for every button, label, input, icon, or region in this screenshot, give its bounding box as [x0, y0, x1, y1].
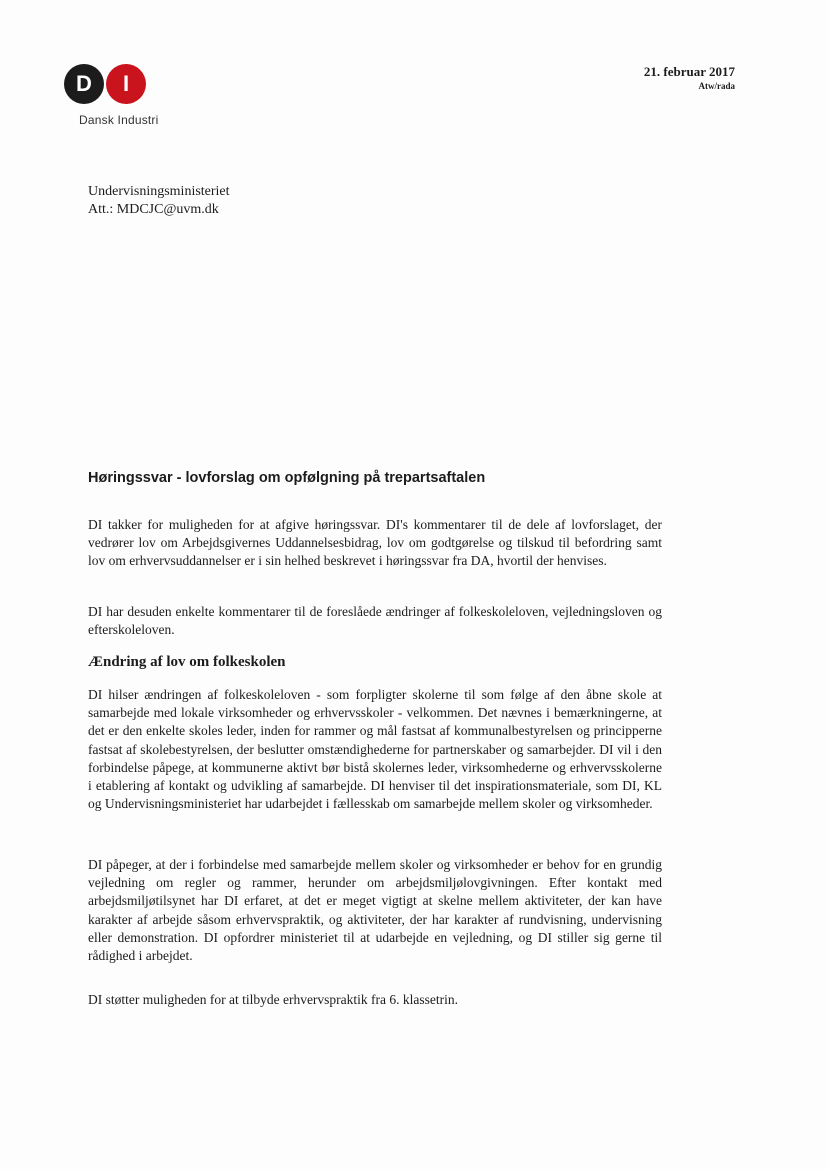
paragraph: DI takker for muligheden for at afgive høringssvar. DI's kommentarer til de dele af lovforslaget, der vedrører lov om Arbejdsgivernes Uddannelsesbidrag, lov om godtgørelse og tilskud til befordring samt lov om erhvervsuddannelser er i sin helhed beskrevet i høringssvar fra DA, hvortil der henvises. [88, 517, 662, 569]
section-title: Ændring af lov om folkeskolen [88, 654, 286, 670]
section-paragraph: DI påpeger, at der i forbindelse med samarbejde mellem skoler og virksomheder er behov for en grundig vejledning om regler og rammer, herunder om arbejdsmiljølovgivningen. Efter kontakt med arbejdsmiljøtilsynet har DI erfaret, at det er meget vigtigt at skelne mellem aktiviteter, der kan have karakter af arbejde såsom erhvervspraktik, og aktiviteter, der har karakter af rundvisning, undervisning eller demonstration. DI opfordrer ministeriet til at udarbejde en vejledning, og DI stiller sig gerne til rådighed i arbejdet. [88, 857, 662, 964]
logo-mark [64, 64, 148, 108]
logo-letter-d: D [64, 64, 104, 104]
recipient-address [88, 183, 230, 219]
section-paragraph: DI hilser ændringen af folkeskoleloven - som forpligter skolerne til som følge af den åbne skole at samarbejde med lokale virksomheder og erhvervsskoler - velkommen. Det nævnes i bemærkningerne, at det er den enkelte skoles leder, inden for rammer og mål fastsat af kommunalbestyrelsen og principperne fastsat af skolebestyrelsen, der beslutter omstændighederne for partnerskaber og samarbejder. DI vil i den forbindelse påpege, at kommunerne aktivt bør bistå skolernes leder, virksomhederne og erhvervsskolerne i etablering af kontakt og udvikling af samarbejde. DI henviser til det inspirationsmateriale, som DI, KL og Undervisningsministeriet har udarbejdet i fællesskab om samarbejde mellem skoler og virksomheder. [88, 687, 662, 812]
logo-caption: Dansk Industri [79, 113, 159, 127]
letter-date: 21. februar 2017 [643, 64, 735, 79]
paragraph: DI har desuden enkelte kommentarer til de foreslåede ændringer af folkeskoleloven, vejledningsloven og efterskoleloven. [88, 604, 662, 638]
section-paragraph: DI støtter muligheden for at tilbyde erhvervspraktik fra 6. klassetrin. [88, 992, 459, 1007]
date-block [644, 64, 735, 92]
letter-reference: Atw/rada [698, 81, 735, 91]
di-logo [64, 64, 148, 108]
recipient-attention: Att.: MDCJC@uvm.dk [88, 202, 219, 217]
document-title: Høringssvar - lovforslag om opfølgning på trepartsaftalen [88, 470, 486, 486]
recipient-name: Undervisningsministeriet [88, 184, 230, 199]
logo-letter-i: I [106, 64, 146, 104]
